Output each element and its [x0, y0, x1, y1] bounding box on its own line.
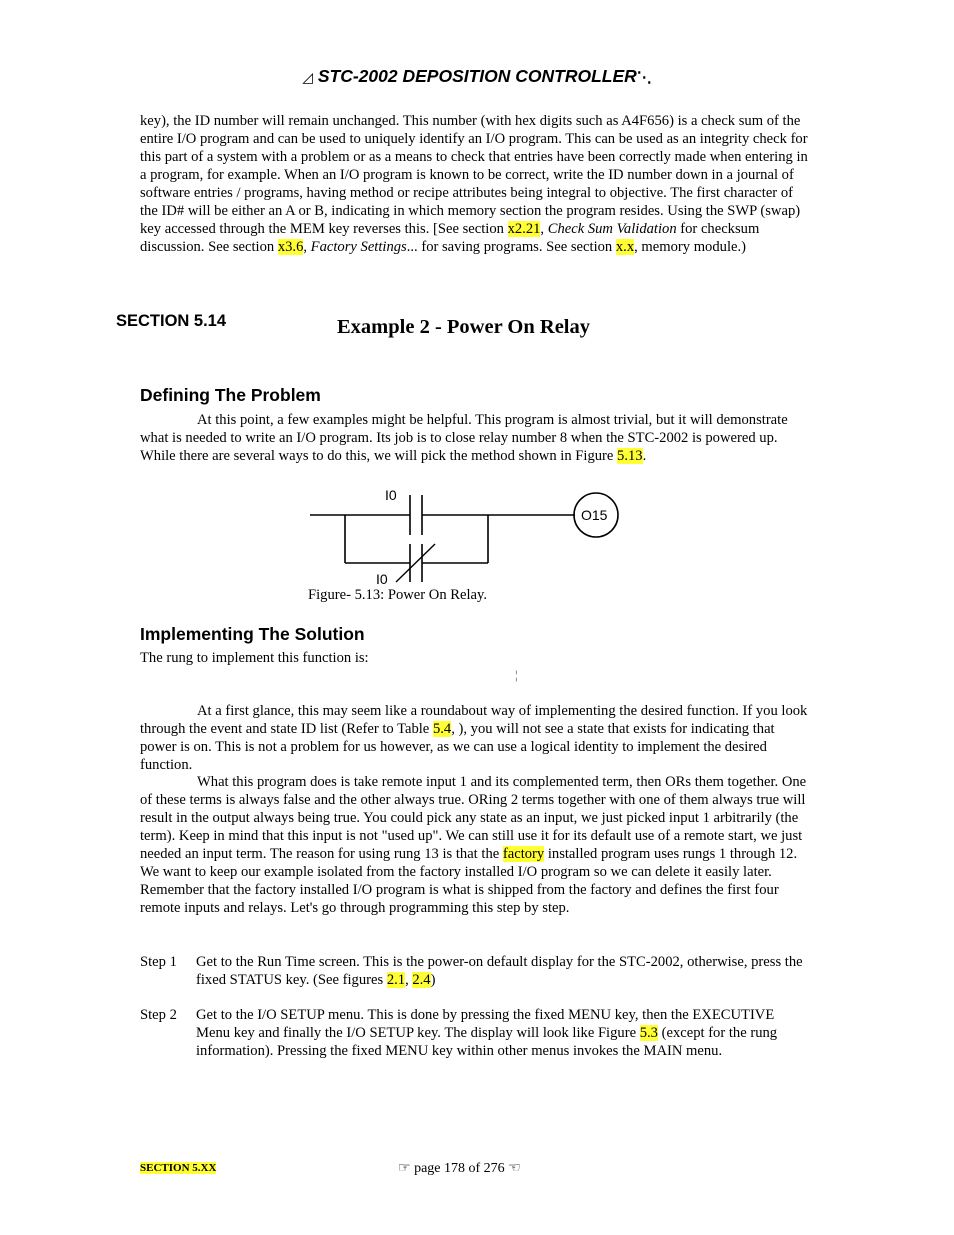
intro-italic: Factory Settings [310, 239, 407, 255]
page-header [0, 66, 954, 87]
intro-text: , [303, 239, 311, 255]
implementing-heading: Implementing The Solution [140, 624, 365, 644]
body-text: What this program does is take remote input 1 and its complemented term, then ORs them together. One of these terms is always false and the other always true. ORing 2 terms together with one of them always true will result in the output always being true. You could pick any state as an input, we just picked input 1 arbitrarily (the term). Keep in mind that this input is not "used up". We can still use it for its default use of a remote start, we just needed an input term. The reason for using rung 13 is that the [140, 774, 807, 862]
ref-link[interactable]: 5.3 [639, 1025, 658, 1041]
ref-link[interactable]: 5.4 [432, 721, 452, 737]
step-label: Step 1 [140, 954, 177, 970]
contact-top-label: I0 [385, 487, 397, 503]
defining-paragraph [140, 411, 812, 465]
ref-link[interactable]: x2.21 [507, 221, 541, 237]
defining-text: At this point, a few examples might be helpful. This program is almost trivial, but it will demonstrate what is needed to write an I/O program. Its job is to close relay number 8 when the STC-2002 is powered up. While there are several ways to do this, we will pick the method shown in Figure [140, 412, 788, 464]
ref-link[interactable]: 2.4 [412, 972, 431, 988]
body-text: At a first glance, this may seem like a roundabout way of implementing the desired function. If you look through the event and state ID list (Refer to Table [140, 703, 808, 737]
ref-link[interactable]: x3.6 [277, 239, 304, 255]
ladder-diagram [300, 480, 630, 590]
ref-link[interactable]: 2.1 [386, 972, 406, 988]
section-label: SECTION 5.14 [116, 312, 227, 330]
section-title: Example 2 - Power On Relay [337, 316, 590, 338]
body-text: installed program uses rungs 1 through 12. We want to keep our example isolated from the factory installed I/O program so we can delete it easily later. Remember that the factory installed I/O program is what is shipped from the factory and defines the first four remote inputs and relays. Let's go through programming this step by step. [140, 846, 798, 916]
step-body: (except for the rung information). Pressing the fixed MENU key within other menus invokes the MAIN menu. [196, 1025, 778, 1059]
intro-text: ... for saving programs. See section [406, 239, 616, 255]
defining-heading: Defining The Problem [140, 385, 321, 405]
body-paragraph-1 [140, 702, 812, 774]
pointing-left-icon: ☜ [508, 1161, 521, 1176]
body-paragraph-2 [140, 773, 812, 917]
intro-italic: Check Sum Validation [547, 221, 677, 237]
corner-icon: ⋱ [636, 69, 652, 86]
step-body: , [405, 972, 413, 988]
footer-page [398, 1160, 521, 1177]
body-text: , ), you will not see a state that exists for indicating that power is on. This is not a problem for us however, as we can use a logical identity to implement the desired function. [140, 721, 775, 773]
ref-link[interactable]: 5.13 [617, 448, 643, 464]
step-label: Step 2 [140, 1007, 177, 1023]
step-body: ) [430, 972, 436, 988]
figure-caption: Figure- 5.13: Power On Relay. [308, 587, 488, 603]
page-number: page 178 of 276 [414, 1161, 505, 1176]
intro-text: , [540, 221, 548, 237]
intro-text: key), the ID number will remain unchanged. This number (with hex digits such as A4F656) is a check sum of the entire I/O program and can be used to uniquely identify an I/O program. This can be used as an integrity check for this part of a system with a problem or as a means to check that entries have been correctly made when entering in a program, for example. When an I/O program is known to be correct, write the ID number down in a journal of software entries / programs, having method or recipe attributes being integral to objective. The first character of the ID# will be either an A or B, indicating in which memory section the program resides. Using the SWP (swap) key accessed through the MEM key reverses this. [See section [140, 113, 808, 237]
step-text [196, 1006, 806, 1060]
rung-placeholder: ¦ [515, 667, 518, 682]
intro-text: , memory module.) [634, 239, 746, 255]
step-body: Get to the Run Time screen. This is the power-on default display for the STC-2002, otherwise, press the fixed STATUS key. (See figures [196, 954, 803, 988]
contact-bottom-label: I0 [376, 571, 388, 587]
coil-label: O15 [581, 507, 608, 523]
ref-link[interactable]: x.x [615, 239, 635, 255]
rung-intro-text: The rung to implement this function is: [140, 650, 369, 666]
pointing-right-icon: ☞ [398, 1161, 411, 1176]
footer-section-label: SECTION 5.XX [140, 1162, 217, 1174]
pencil-icon: ◿ [302, 69, 313, 85]
step-text [196, 953, 806, 989]
intro-text: for checksum discussion. See section [140, 221, 760, 255]
header-title: STC-2002 DEPOSITION CONTROLLER [317, 66, 637, 86]
intro-paragraph [140, 112, 812, 256]
step-body: Get to the I/O SETUP menu. This is done by pressing the fixed MENU key, then the EXECUTIVE Menu key and finally the I/O SETUP key. The display will look like Figure [196, 1007, 775, 1041]
ref-link[interactable]: factory [502, 846, 545, 862]
defining-text: . [642, 448, 647, 464]
footer-section [140, 1162, 216, 1174]
